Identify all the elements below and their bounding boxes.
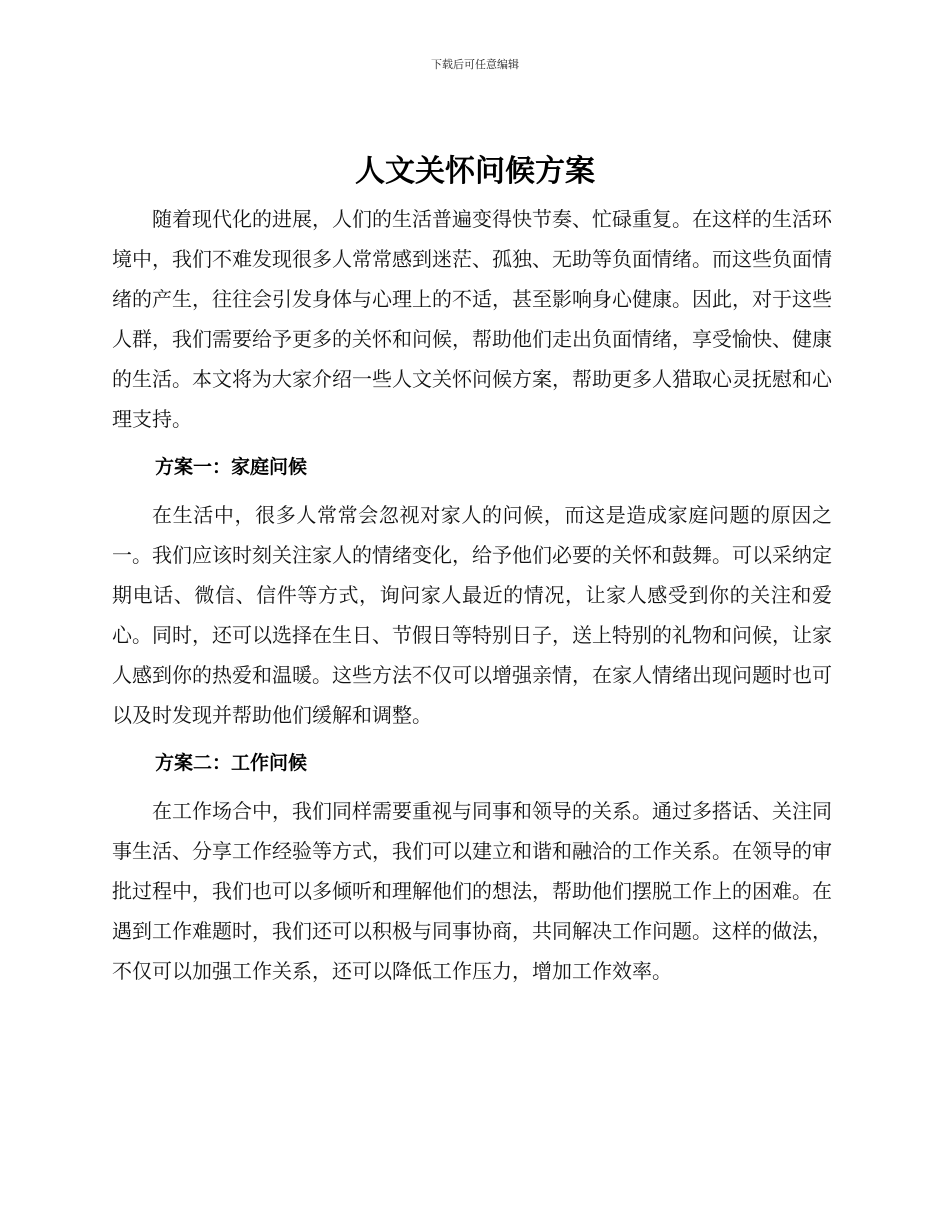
document-body <box>112 199 832 991</box>
header-note: 下载后可任意编辑 <box>431 58 519 71</box>
section-heading-family: 方案一：家庭问候 <box>155 456 308 478</box>
intro-paragraph: 随着现代化的进展，人们的生活普遍变得快节奏、忙碌重复。在这样的生活环境中，我们不难发现很多人常常感到迷茫、孤独、无助等负面情绪。而这些负面情绪的产生，往往会引发身体与心理上的不适，甚至影响身心健康。因此，对于这些人群，我们需要给予更多的关怀和问候，帮助他们走出负面情绪，享受愉快、健康的生活。本文将为大家介绍一些人文关怀问候方案，帮助更多人猎取心灵抚慰和心理支持。 <box>112 207 832 431</box>
section-body-work: 在工作场合中，我们同样需要重视与同事和领导的关系。通过多搭话、关注同事生活、分享工作经验等方式，我们可以建立和谐和融洽的工作关系。在领导的审批过程中，我们也可以多倾听和理解他们的想法，帮助他们摆脱工作上的困难。在遇到工作难题时，我们还可以积极与同事协商，共同解决工作问题。这样的做法，不仅可以加强工作关系，还可以降低工作压力，增加工作效率。 <box>112 799 832 983</box>
section-heading-work: 方案二：工作问候 <box>155 752 308 774</box>
section-body-family: 在生活中，很多人常常会忽视对家人的问候，而这是造成家庭问题的原因之一。我们应该时刻关注家人的情绪变化，给予他们必要的关怀和鼓舞。可以采纳定期电话、微信、信件等方式，询问家人最近的情况，让家人感受到你的关注和爱心。同时，还可以选择在生日、节假日等特别日子，送上特别的礼物和问候，让家人感到你的热爱和温暖。这些方法不仅可以增强亲情，在家人情绪出现问题时也可以及时发现并帮助他们缓解和调整。 <box>112 503 832 727</box>
document-title: 人文关怀问候方案 <box>355 154 595 189</box>
